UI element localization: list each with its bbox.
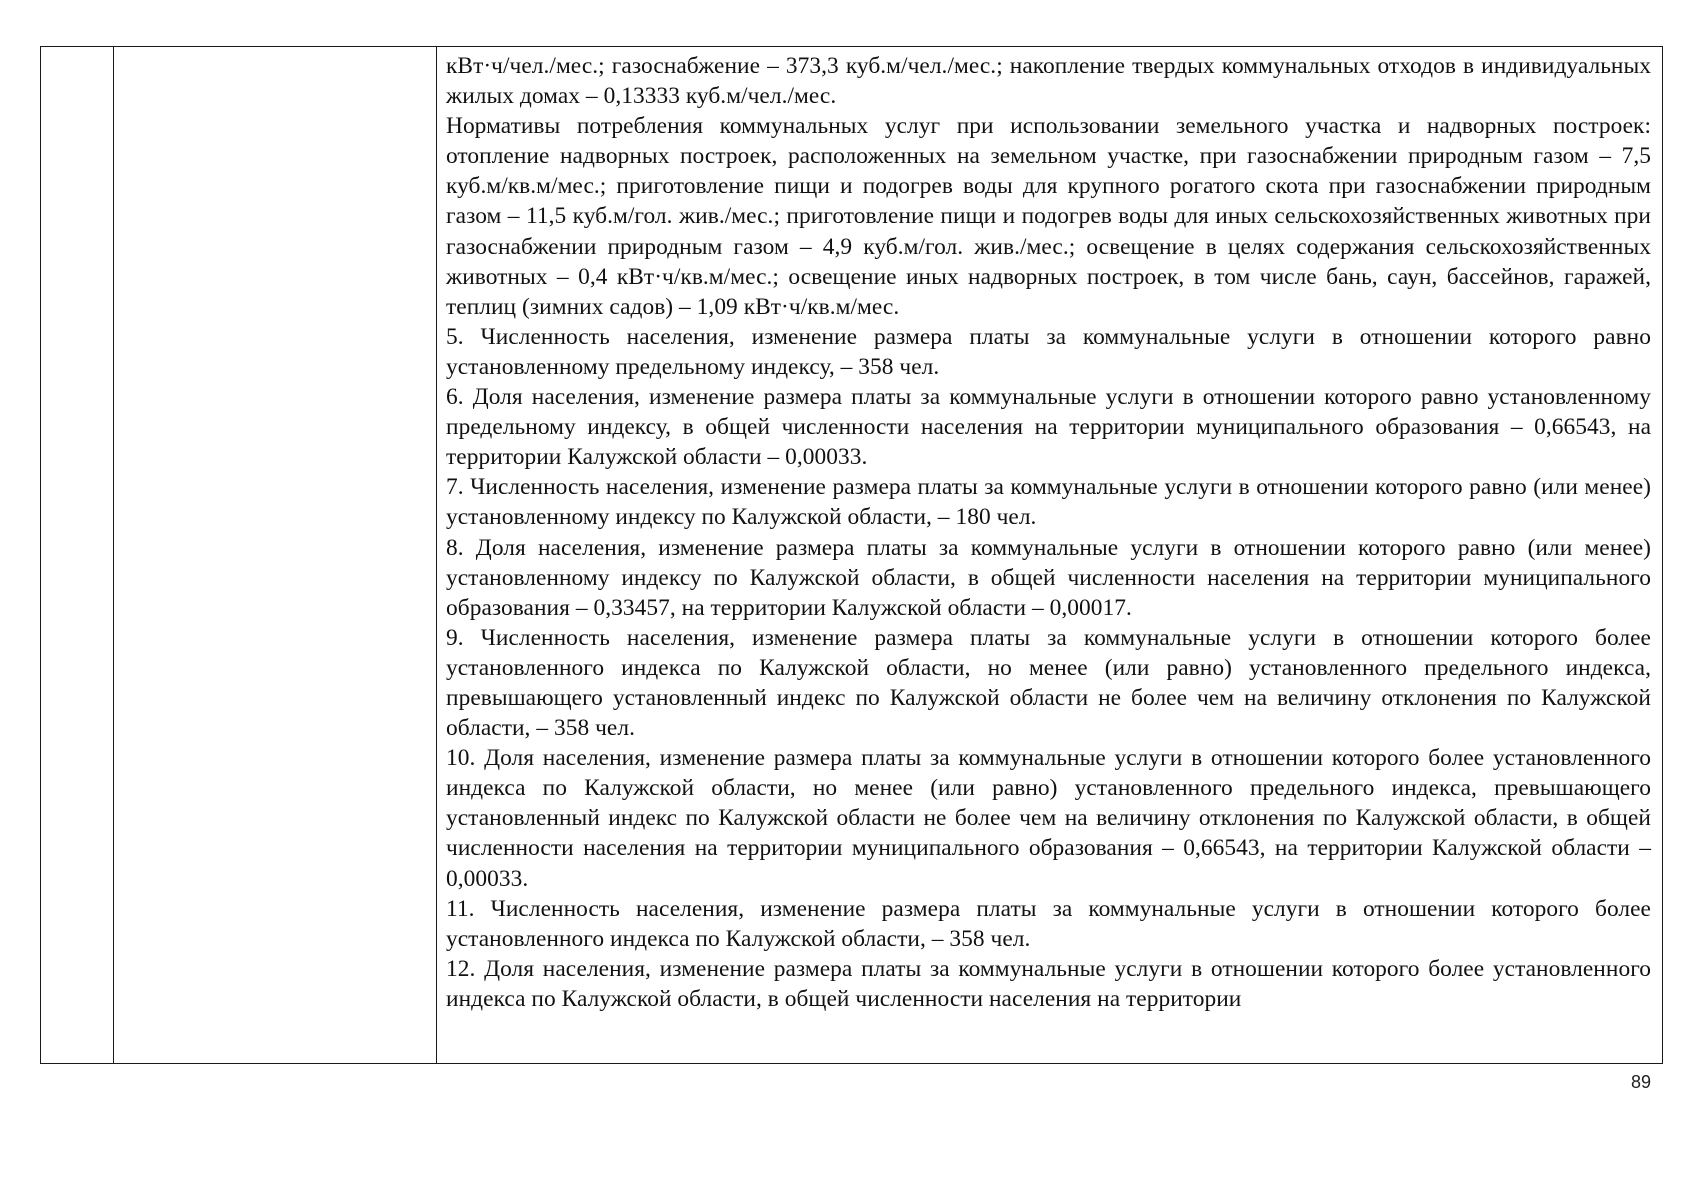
paragraph-item-8: 8. Доля населения, изменение размера платы за коммунальные услуги в отношении которого равно (или менее) установленному индексу по Калужской области, в общей численности населения на территории муниципального образования – 0,33457, на территории Калужской области – 0,00017. — [446, 534, 1651, 621]
document-table — [40, 46, 1663, 1064]
page-number: 89 — [1630, 1072, 1651, 1092]
paragraph-item-12: 12. Доля населения, изменение размера платы за коммунальные услуги в отношении которого более установленного индекса по Калужской области, в общей численности населения на территории — [446, 955, 1651, 1012]
paragraph-item-7: 7. Численность населения, изменение размера платы за коммунальные услуги в отношении которого равно (или менее) установленному индексу по Калужской области, – 180 чел. — [446, 474, 1651, 531]
paragraph-item-6: 6. Доля населения, изменение размера платы за коммунальные услуги в отношении которого равно установленному предельному индексу, в общей численности населения на территории муниципального образования – 0,66543, на территории Калужской области – 0,00033. — [446, 384, 1651, 471]
table-column-content — [437, 47, 1662, 1063]
paragraph-item-10: 10. Доля населения, изменение размера платы за коммунальные услуги в отношении которого более установленного индекса по Калужской области, но менее (или равно) установленного предельного индекса, превышающего установленный индекс по Калужской области не более чем на величину отклонения по Калужской области, в общей численности населения на территории муниципального образования – 0,66543, на территории Калужской области – 0,00033. — [446, 745, 1651, 892]
table-column-number — [41, 47, 114, 1063]
paragraph-item-9: 9. Численность населения, изменение размера платы за коммунальные услуги в отношении которого более установленного индекса по Калужской области, но менее (или равно) установленного предельного индекса, превышающего установленный индекс по Калужской области не более чем на величину отклонения по Калужской области, – 358 чел. — [446, 624, 1651, 742]
paragraph-item-5: 5. Численность населения, изменение размера платы за коммунальные услуги в отношении которого равно установленному предельному индексу, – 358 чел. — [446, 323, 1651, 380]
paragraph-land-plot-norms: Нормативы потребления коммунальных услуг при использовании земельного участка и надворных построек: отопление надворных построек, расположенных на земельном участке, при газоснабжении природным газом – 7,5 куб.м/кв.м/мес.; приготовление пищи и подогрев воды для крупного рогатого скота при газоснабжении природным газом – 11,5 куб.м/гол. жив./мес.; приготовление пищи и подогрев воды для иных сельскохозяйственных животных при газоснабжении природным газом – 4,9 куб.м/гол. жив./мес.; освещение в целях содержания сельскохозяйственных животных – 0,4 кВт·ч/кв.м/мес.; освещение иных надворных построек, в том числе бань, саун, бассейнов, гаражей, теплиц (зимних садов) – 1,09 кВт·ч/кв.м/мес. — [446, 113, 1651, 320]
paragraph-item-11: 11. Численность населения, изменение размера платы за коммунальные услуги в отношении которого более установленного индекса по Калужской области, – 358 чел. — [446, 895, 1651, 952]
table-column-name — [114, 47, 437, 1063]
paragraph-consumption-norms-continued: кВт·ч/чел./мес.; газоснабжение – 373,3 куб.м/чел./мес.; накопление твердых коммунальных отходов в индивидуальных жилых домах – 0,13333 куб.м/чел./мес. — [446, 53, 1651, 110]
